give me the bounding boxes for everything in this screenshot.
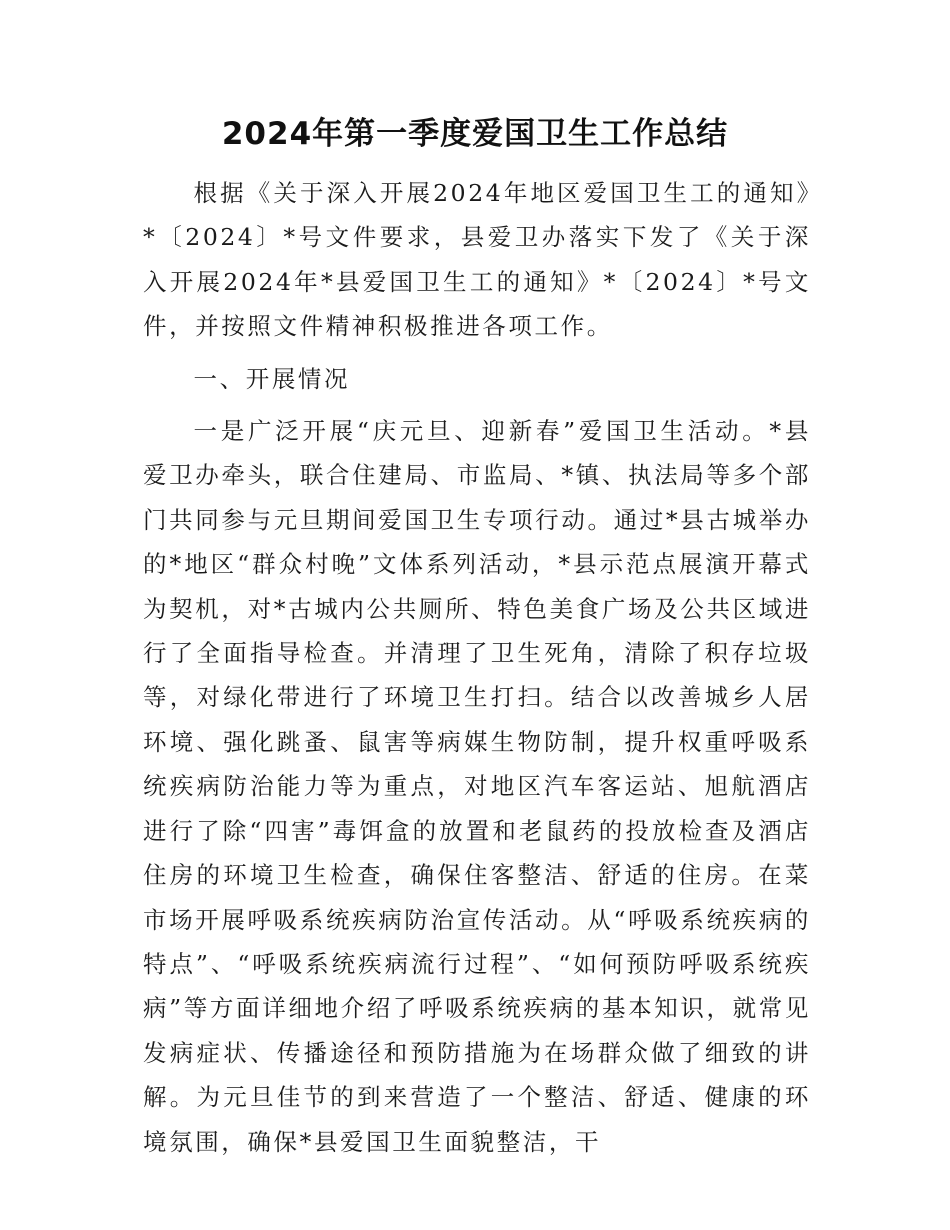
intro-paragraph: 根据《关于深入开展2024年地区爱国卫生工的通知》*〔2024〕*号文件要求，县爱卫办落实下发了《关于深入开展2024年*县爱国卫生工的通知》*〔2024〕*号文件，并按照文件精神积极推进各项工作。 — [143, 179, 811, 341]
document-body — [143, 171, 811, 1172]
body-paragraph: 一是广泛开展“庆元旦、迎新春”爱国卫生活动。*县爱卫办牵头，联合住建局、市监局、*镇、执法局等多个部门共同参与元旦期间爱国卫生专项行动。通过*县古城举办的*地区“群众村晚”文体系列活动，*县示范点展演开幕式为契机，对*古城内公共厕所、特色美食广场及公共区域进行了全面指导检查。并清理了卫生死角，清除了积存垃圾等，对绿化带进行了环境卫生打扫。结合以改善城乡人居环境、强化跳蚤、鼠害等病媒生物防制，提升权重呼吸系统疾病防治能力等为重点，对地区汽车客运站、旭航酒店进行了除“四害”毒饵盒的放置和老鼠药的投放检查及酒店住房的环境卫生检查，确保住客整洁、舒适的住房。在菜市场开展呼吸系统疾病防治宣传活动。从“呼吸系统疾病的特点”、“呼吸系统疾病流行过程”、“如何预防呼吸系统疾病”等方面详细地介绍了呼吸系统疾病的基本知识，就常见发病症状、传播途径和预防措施为在场群众做了细致的讲解。为元旦佳节的到来营造了一个整洁、舒适、健康的环境氛围，确保*县爱国卫生面貌整洁，干 — [143, 417, 811, 1156]
section-heading: 一、开展情况 — [193, 364, 351, 393]
document-title: 2024年第一季度爱国卫生工作总结 — [221, 116, 729, 152]
